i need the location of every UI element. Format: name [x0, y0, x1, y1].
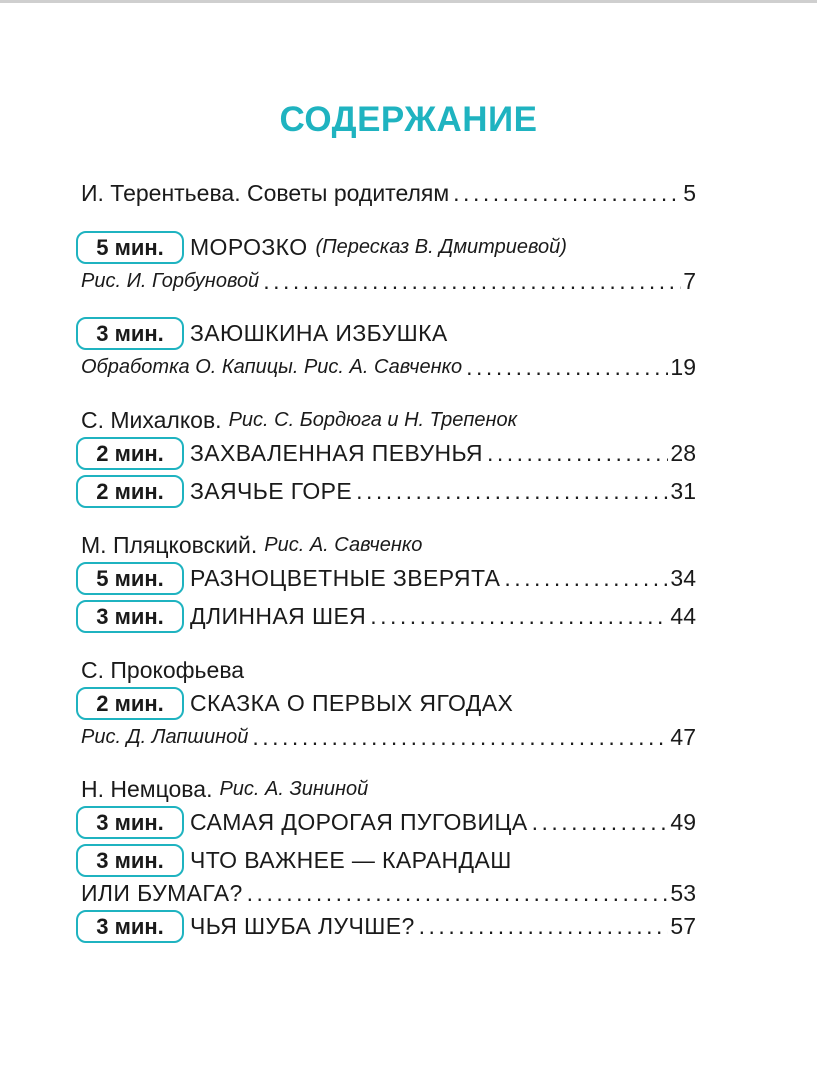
- reading-time-badge: 3 мин.: [76, 600, 184, 633]
- entry-title: ДЛИННАЯ ШЕЯ: [190, 603, 367, 629]
- toc-entry-zayushkina-credit[interactable]: [81, 352, 696, 382]
- leader-dots: [466, 352, 668, 382]
- reading-time-badge: 5 мин.: [76, 231, 184, 264]
- page-number: 49: [670, 809, 696, 835]
- toc-entry-morozko[interactable]: [76, 232, 696, 262]
- toc-entry-skazka-yagody[interactable]: [76, 688, 696, 718]
- page-number: 28: [670, 440, 696, 466]
- entry-title: СКАЗКА О ПЕРВЫХ ЯГОДАХ: [190, 690, 514, 716]
- page-number: 53: [670, 880, 696, 906]
- author-name: М. Пляцковский.: [81, 532, 258, 558]
- toc-entry-raznotsvetnye[interactable]: [76, 563, 696, 593]
- entry-title: ЗАЯЧЬЕ ГОРЕ: [190, 478, 353, 504]
- toc-entry-zayachye-gore[interactable]: [76, 476, 696, 506]
- entry-credit: Рис. И. Горбуновой: [81, 270, 260, 292]
- entry-title: ЗАЮШКИНА ИЗБУШКА: [190, 320, 448, 346]
- page-number: 31: [670, 478, 696, 504]
- reading-time-badge: 3 мин.: [76, 806, 184, 839]
- entry-note: (Пересказ В. Дмитриевой): [315, 236, 567, 258]
- toc-entry-skazka-yagody-credit[interactable]: [81, 722, 696, 752]
- reading-time-badge: 5 мин.: [76, 562, 184, 595]
- reading-time-badge: 2 мин.: [76, 437, 184, 470]
- leader-dots: [247, 878, 669, 908]
- top-border: [0, 0, 817, 3]
- toc-author-mikhalkov: [81, 405, 696, 435]
- reading-time-badge: 3 мин.: [76, 910, 184, 943]
- toc-author-plyatskovsky: [81, 530, 696, 560]
- page-number: 5: [683, 180, 696, 206]
- illustrator-note: Рис. А. Зининой: [219, 778, 369, 800]
- toc-author-prokofyeva: [81, 655, 696, 685]
- author-name: С. Михалков.: [81, 407, 222, 433]
- author-name: Н. Немцова.: [81, 776, 213, 802]
- reading-time-badge: 3 мин.: [76, 844, 184, 877]
- illustrator-note: Рис. С. Бордюга и Н. Трепенок: [228, 409, 518, 431]
- page-number: 57: [670, 913, 696, 939]
- leader-dots: [263, 266, 681, 296]
- page-title: СОДЕРЖАНИЕ: [279, 100, 538, 139]
- toc-entry-zayushkina[interactable]: [76, 318, 696, 348]
- reading-time-badge: 3 мин.: [76, 317, 184, 350]
- reading-time-badge: 2 мин.: [76, 687, 184, 720]
- toc-entry-dlinnaya-sheya[interactable]: [76, 601, 696, 631]
- entry-credit: Обработка О. Капицы. Рис. А. Савченко: [81, 356, 463, 378]
- page-number: 34: [670, 565, 696, 591]
- toc-entry-chya-shuba[interactable]: [76, 911, 696, 941]
- leader-dots: [487, 438, 668, 468]
- entry-credit: Рис. Д. Лапшиной: [81, 726, 249, 748]
- entry-title: МОРОЗКО: [190, 234, 308, 260]
- reading-time-badge: 2 мин.: [76, 475, 184, 508]
- page-number: 44: [670, 603, 696, 629]
- toc-entry-zakhvalennaya[interactable]: [76, 438, 696, 468]
- leader-dots: [370, 601, 668, 631]
- page-number: 19: [670, 354, 696, 380]
- leader-dots: [504, 563, 668, 593]
- toc-entry-morozko-credit[interactable]: [81, 266, 696, 296]
- entry-text: И. Терентьева. Советы родителям: [81, 180, 450, 206]
- page-number: 47: [670, 724, 696, 750]
- toc-author-nemtsova: [81, 774, 696, 804]
- leader-dots: [356, 476, 668, 506]
- toc-entry-pugovitsa[interactable]: [76, 807, 696, 837]
- leader-dots: [419, 911, 669, 941]
- illustrator-note: Рис. А. Савченко: [264, 534, 423, 556]
- author-name: С. Прокофьева: [81, 657, 245, 683]
- entry-title: ЗАХВАЛЕННАЯ ПЕВУНЬЯ: [190, 440, 483, 466]
- toc-entry-terentyeva[interactable]: [81, 178, 696, 208]
- leader-dots: [252, 722, 668, 752]
- toc-entry-chto-vazhnee-cont[interactable]: [81, 878, 696, 908]
- entry-title: ЧТО ВАЖНЕЕ — КАРАНДАШ: [190, 847, 512, 873]
- entry-title: ЧЬЯ ШУБА ЛУЧШЕ?: [190, 913, 415, 939]
- entry-title: РАЗНОЦВЕТНЫЕ ЗВЕРЯТА: [190, 565, 501, 591]
- entry-title: САМАЯ ДОРОГАЯ ПУГОВИЦА: [190, 809, 528, 835]
- entry-title-continued: ИЛИ БУМАГА?: [81, 880, 243, 906]
- leader-dots: [453, 178, 681, 208]
- toc-entry-chto-vazhnee[interactable]: [76, 845, 696, 875]
- leader-dots: [532, 807, 669, 837]
- page-number: 7: [683, 268, 696, 294]
